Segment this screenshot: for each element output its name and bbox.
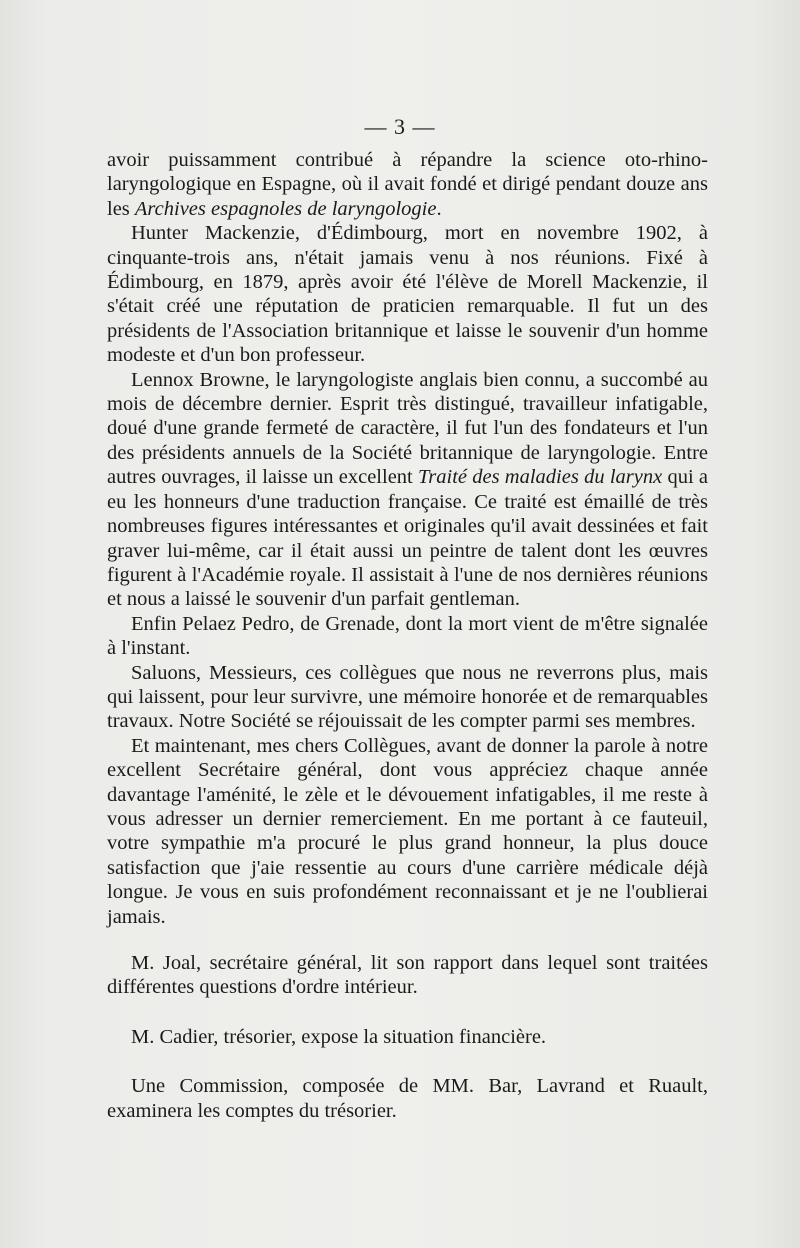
paragraph-continuation: avoir puissamment contribué à répandre la science oto-rhino-laryngologique en Espagne, où il avait fondé et dirigé pendant douze ans les Archives espagnoles de laryngologie. [107, 149, 708, 220]
paragraph-commission: Une Commission, composée de MM. Bar, Lavrand et Ruault, examinera les comptes du trésorier. [107, 1075, 708, 1122]
page-number: — 3 — [364, 114, 436, 139]
book-title: Traité des maladies du larynx [418, 466, 663, 489]
paragraph-pelaez-pedro: Enfin Pelaez Pedro, de Grenade, dont la mort vient de m'être signalée à l'instant. [107, 612, 708, 660]
body-text [107, 148, 708, 1123]
paragraph-remerciement: Et maintenant, mes chers Collègues, avant de donner la parole à notre excellent Secrétaire général, dont vous appréciez chaque année davantage l'aménité, le zèle et le dévouement infatigables, il me reste à vous adresser un dernier remerciement. En me portant à ce fauteuil, votre sympathie m'a procuré le plus grand honneur, la plus douce satisfaction que j'aie ressentie au cours d'une carrière médicale déjà longue. Je vous en suis profondément reconnaissant et je ne l'oublierai jamais. [107, 734, 708, 928]
paragraph-joal: M. Joal, secrétaire général, lit son rapport dans lequel sont traitées différentes questions d'ordre intérieur. [107, 952, 708, 999]
paragraph-cadier: M. Cadier, trésorier, expose la situation financière. [131, 1025, 547, 1048]
paragraph-lennox-browne: Lennox Browne, le laryngologiste anglais bien connu, a succombé au mois de décembre dernier. Esprit très distingué, travailleur infatigable, doué d'une grande fermeté de caractère, il fut l'un des fondateurs et l'un des présidents annuels de la Société britannique de laryngologie. Entre autres ouvrages, il laisse un excellent Traité des maladies du larynx qui a eu les honneurs d'une traduction française. Ce traité est émaillé de très nombreuses figures intéressantes et originales qu'il avait dessinées et fait graver lui-même, car il était aussi un peintre de talent dont les œuvres figurent à l'Académie royale. Il assistait à l'une de nos dernières réunions et nous a laissé le souvenir d'un parfait gentleman. [107, 368, 708, 611]
paragraph-hunter-mackenzie: Hunter Mackenzie, d'Édimbourg, mort en novembre 1902, à cinquante-trois ans, n'était jamais venu à nos réunions. Fixé à Édimbourg, en 1879, après avoir été l'élève de Morell Mackenzie, il s'était créé une réputation de praticien remarquable. Il fut un des présidents de l'Association britannique et laisse le souvenir d'un homme modeste et d'un bon professeur. [107, 222, 708, 367]
journal-title: Archives espagnoles de laryngologie [134, 197, 437, 220]
paragraph-saluons: Saluons, Messieurs, ces collègues que nous ne reverrons plus, mais qui laissent, pour leur survivre, une mémoire honorée et de remarquables travaux. Notre Société se réjouissait de les compter parmi ses membres. [107, 661, 708, 733]
